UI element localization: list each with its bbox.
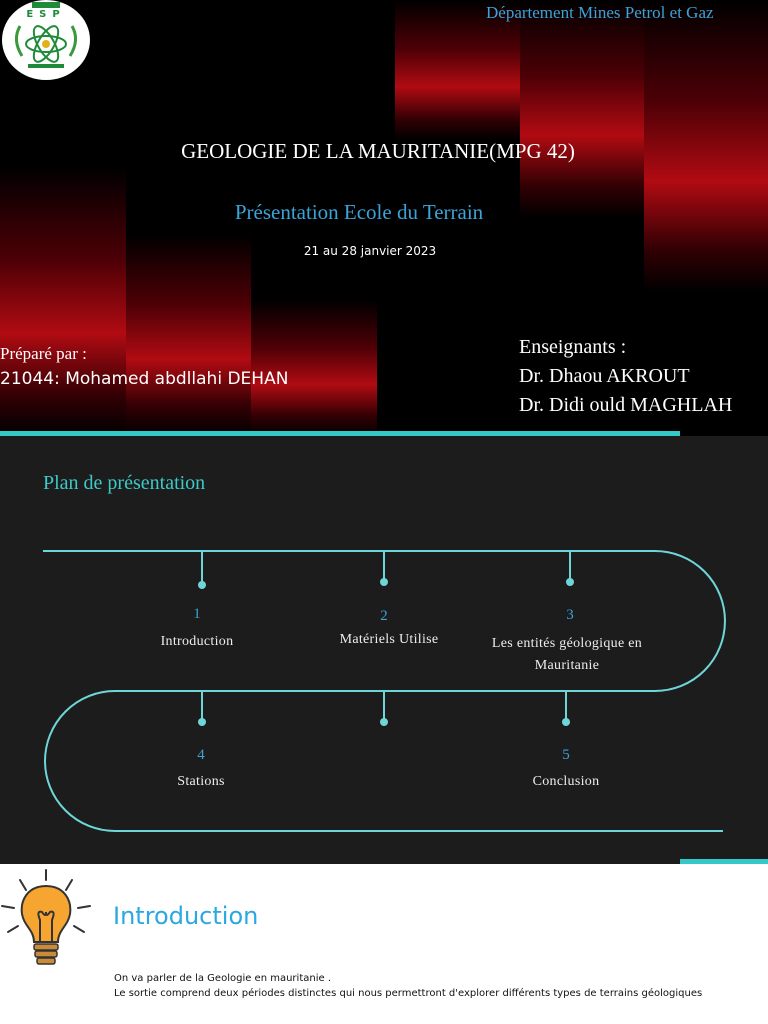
agenda-item-label: Mauritanie <box>534 658 600 673</box>
introduction-title: Introduction <box>113 902 259 930</box>
agenda-slide <box>0 436 768 864</box>
title-slide <box>0 0 768 436</box>
agenda-item-label: Introduction <box>160 634 234 649</box>
agenda-item-label: Stations <box>177 774 225 789</box>
school-logo <box>2 0 90 80</box>
prepared-by-label: Préparé par : <box>0 344 87 363</box>
timeline-dot <box>566 578 574 586</box>
teachers-label: Enseignants : <box>519 336 627 358</box>
teacher-name: Dr. Didi ould MAGHLAH <box>519 394 733 416</box>
timeline-dot <box>562 718 570 726</box>
agenda-item-label: Matériels Utilise <box>339 632 439 647</box>
logo-text: ESP <box>26 9 66 20</box>
introduction-body-line: On va parler de la Geologie en mauritanie . <box>114 973 331 984</box>
agenda-item-number: 4 <box>197 747 205 763</box>
timeline-dot <box>380 578 388 586</box>
teacher-name: Dr. Dhaou AKROUT <box>519 365 690 387</box>
presentation-title: GEOLOGIE DE LA MAURITANIE(MPG 42) <box>181 139 575 163</box>
department-name: Département Mines Petrol et Gaz <box>486 3 714 22</box>
agenda-item-number: 1 <box>193 606 201 622</box>
decorative-red-bar <box>520 0 644 218</box>
agenda-item-number: 5 <box>562 747 570 763</box>
timeline-dot <box>380 718 388 726</box>
presentation-subtitle: Présentation Ecole du Terrain <box>234 200 484 224</box>
agenda-item-label: Conclusion <box>532 774 600 789</box>
introduction-body-line: Le sortie comprend deux périodes distinctes qui nous permettront d'explorer différents types de terrains géologiques <box>114 988 703 999</box>
timeline-dot <box>198 718 206 726</box>
decorative-red-bar <box>126 234 251 436</box>
introduction-slide <box>0 864 768 1024</box>
decorative-red-bar <box>251 300 377 436</box>
agenda-item-number: 2 <box>380 608 388 624</box>
timeline-dot <box>198 581 206 589</box>
lightbulb-icon <box>0 868 92 978</box>
agenda-item-number: 3 <box>566 607 574 623</box>
presentation-dates: 21 au 28 janvier 2023 <box>303 244 437 258</box>
agenda-title: Plan de présentation <box>43 472 206 494</box>
agenda-item-label: Les entités géologique en <box>491 636 643 651</box>
author-name: 21044: Mohamed abdllahi DEHAN <box>0 369 289 389</box>
